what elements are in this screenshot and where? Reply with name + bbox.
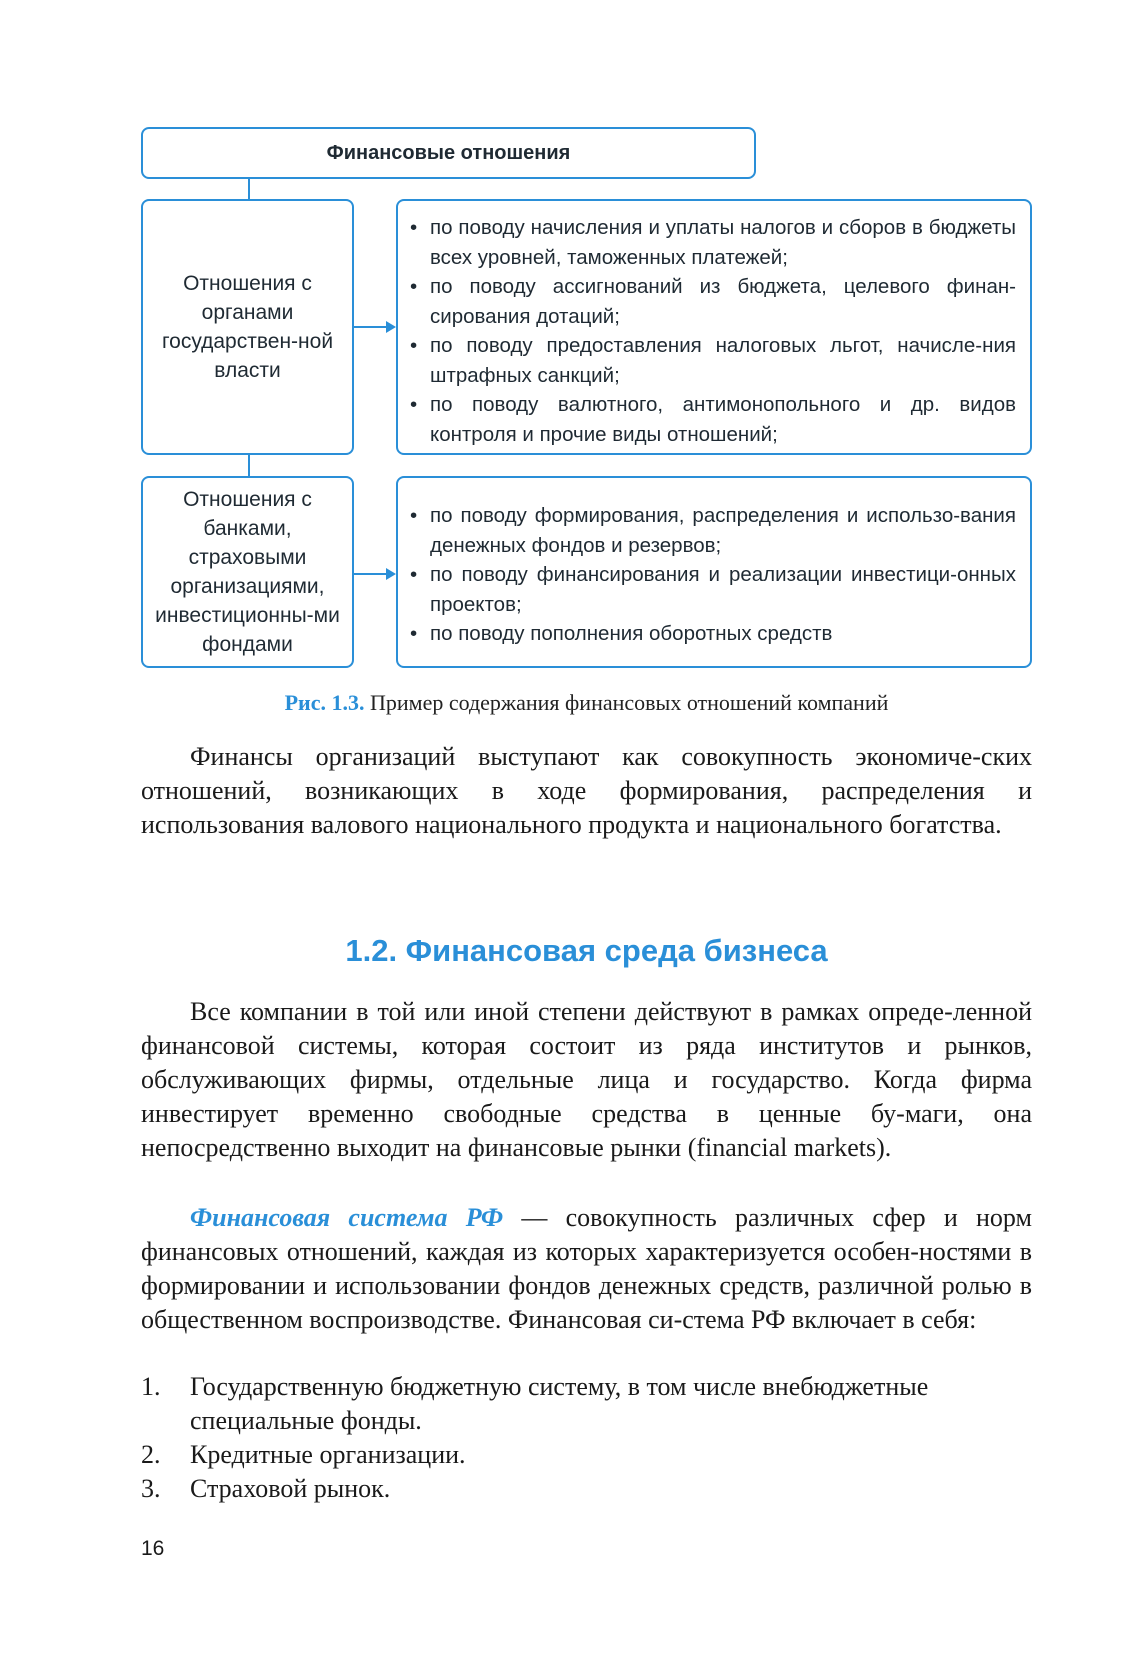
bank-relations-list bbox=[406, 501, 1016, 649]
defined-term: Финансовая система РФ bbox=[190, 1203, 504, 1232]
paragraph: Финансы организаций выступают как совокупность экономиче-ских отношений, возникающих в ходе формирования, распределения и использования валового национального продукта и национального богатства. bbox=[141, 742, 1032, 839]
figure-label: Рис. 1.3. bbox=[284, 690, 365, 715]
list-number: 3. bbox=[141, 1474, 161, 1503]
list-item: • по поводу ассигнований из бюджета, целевого финан-сирования дотаций; bbox=[406, 272, 1016, 331]
bullet-icon: • bbox=[410, 393, 418, 416]
government-relations-list-box bbox=[396, 199, 1032, 455]
paragraph: Все компании в той или иной степени действуют в рамках опреде-ленной финансовой системы, которая состоит из ряда институтов и рынков, обслуживающих фирмы, отдельные лица и государство. Когда фирма инвестирует временно свободные средства в ценные бу-маги, она непосредственно выходит на финансовые рынки (financial markets). bbox=[141, 997, 1032, 1162]
bank-relations-list-box bbox=[396, 476, 1032, 668]
government-relations-box bbox=[141, 199, 354, 455]
figure-caption-text: Пример содержания финансовых отношений компаний bbox=[369, 690, 889, 715]
bank-relations-box bbox=[141, 476, 354, 668]
arrow-right-icon bbox=[354, 320, 396, 334]
figure-caption bbox=[141, 690, 1032, 716]
definition-text: — совокупность различных сфер и норм финансовых отношений, каждая из которых характеризуется особен-ностями в формировании и использовании фондов денежных средств, различной ролью в общественном воспроизводстве. Финансовая си-стема РФ включает в себя: bbox=[141, 1203, 1032, 1334]
bullet-icon: • bbox=[410, 563, 418, 586]
page-number: 16 bbox=[141, 1537, 165, 1560]
arrow-right-icon bbox=[354, 567, 396, 581]
list-item: 1. Государственную бюджетную систему, в том числе внебюджетные специальные фонды. bbox=[141, 1372, 929, 1435]
bank-relations-label: Отношения с банками, страховыми организациями, инвестиционны-ми фондами bbox=[155, 488, 340, 656]
government-relations-label: Отношения с органами государствен-ной власти bbox=[161, 272, 334, 382]
list-item: • по поводу финансирования и реализации инвестици-онных проектов; bbox=[406, 560, 1016, 619]
list-item: • по поводу пополнения оборотных средств bbox=[406, 619, 1016, 649]
list-item: • по поводу начисления и уплаты налогов и сборов в бюджеты всех уровней, таможенных платежей; bbox=[406, 213, 1016, 272]
diagram-title: Финансовые отношения bbox=[326, 141, 571, 164]
connector-line bbox=[248, 455, 250, 476]
bullet-icon: • bbox=[410, 504, 418, 527]
list-item: 3. Страховой рынок. bbox=[141, 1472, 1032, 1506]
list-item: • по поводу формирования, распределения и использо-вания денежных фондов и резервов; bbox=[406, 501, 1016, 560]
bullet-icon: • bbox=[410, 334, 418, 357]
list-number: 2. bbox=[141, 1440, 161, 1469]
section-heading: 1.2. Финансовая среда бизнеса bbox=[345, 933, 828, 968]
list-number: 1. bbox=[141, 1372, 161, 1401]
bullet-icon: • bbox=[410, 216, 418, 239]
government-relations-list bbox=[406, 213, 1016, 449]
numbered-list bbox=[141, 1370, 1032, 1506]
diagram-title-box bbox=[141, 127, 756, 179]
list-item: • по поводу предоставления налоговых льгот, начисле-ния штрафных санкций; bbox=[406, 331, 1016, 390]
bullet-icon: • bbox=[410, 622, 418, 645]
list-item: 2. Кредитные организации. bbox=[141, 1438, 1032, 1472]
list-item: • по поводу валютного, антимонопольного и др. видов контроля и прочие виды отношений; bbox=[406, 390, 1016, 449]
bullet-icon: • bbox=[410, 275, 418, 298]
connector-line bbox=[248, 179, 250, 199]
paragraph bbox=[141, 1201, 1032, 1337]
